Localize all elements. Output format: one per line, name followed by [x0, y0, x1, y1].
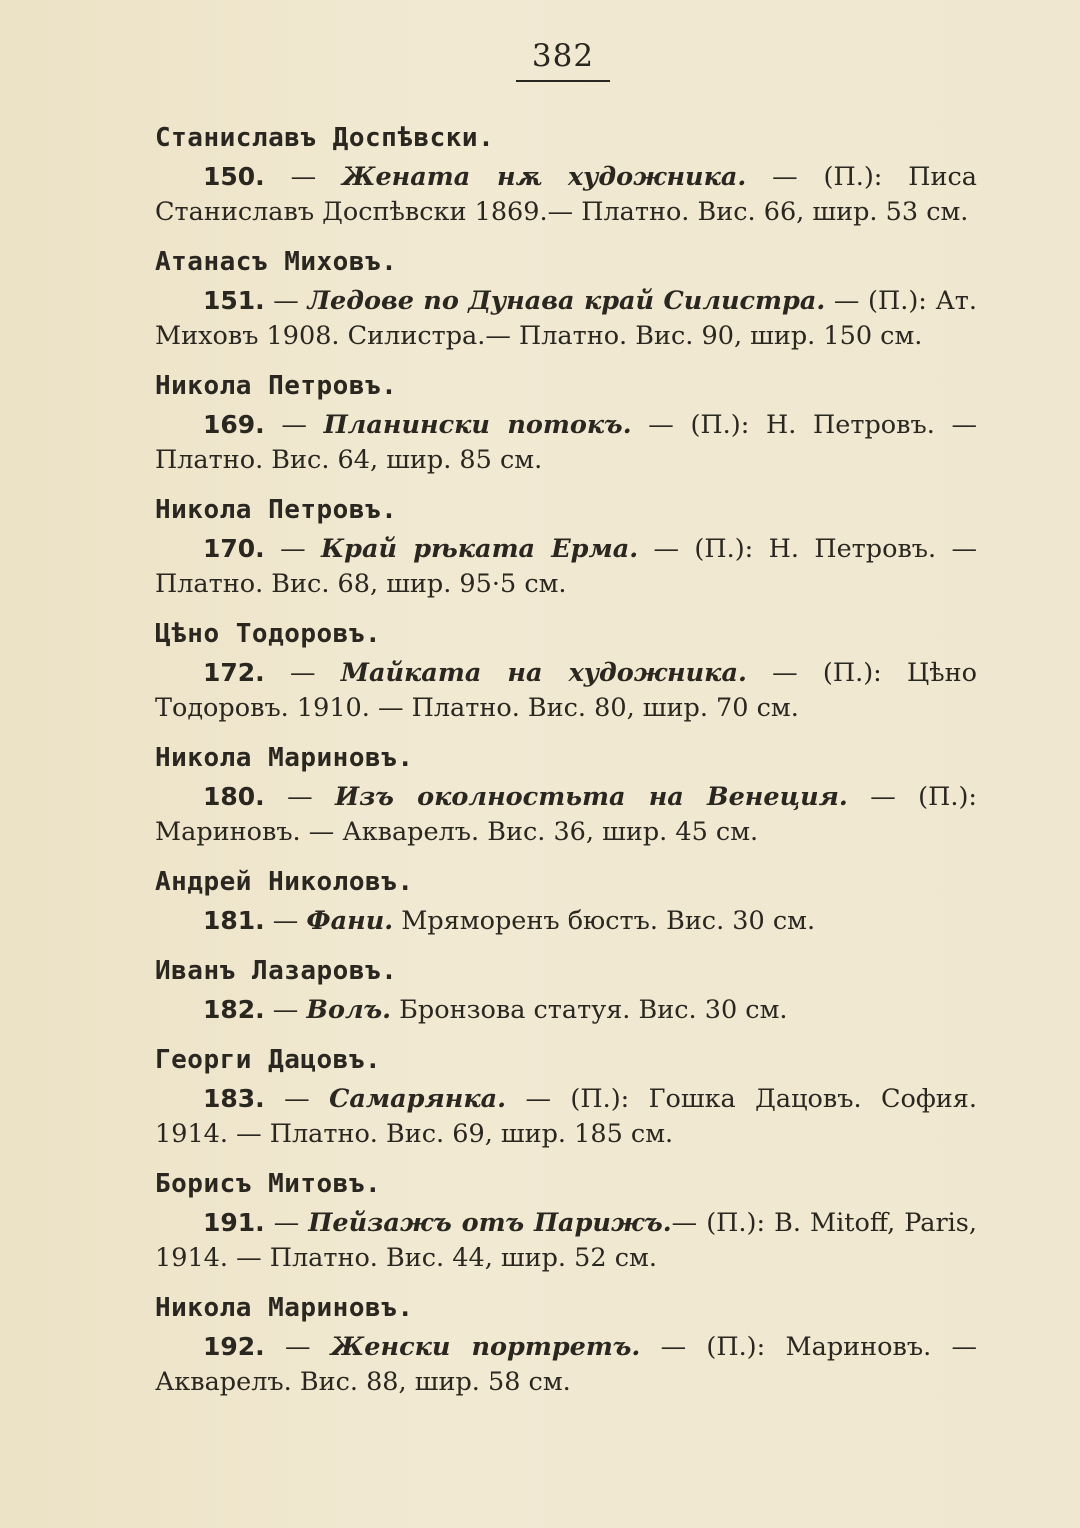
artwork-description: 183. — Самарянка. — (П.): Гошка Дацовъ. София. 1914. — Платно. Вис. 69, шир. 185 см. — [155, 1084, 977, 1149]
artwork-details: (П.): Мариновъ. — Акварелъ. Вис. 88, шир. 58 см. — [155, 1332, 977, 1397]
catalog-number: 169. — [203, 410, 265, 439]
artwork-title: Самарянка. — [329, 1084, 507, 1114]
artwork-description: 170. — Край рѣката Ерма. — (П.): Н. Петровъ. — Платно. Вис. 68, шир. 95·5 см. — [155, 534, 978, 599]
artist-name: Никола Мариновъ. — [155, 1293, 414, 1323]
catalog-number: 151. — [203, 286, 265, 315]
catalog-number: 181. — [203, 906, 265, 935]
catalog-number: 191. — [203, 1208, 265, 1237]
catalog-entry — [155, 951, 977, 1028]
artist-name: Никола Мариновъ. — [155, 743, 414, 773]
artwork-description: 151. — Ледове по Дунава край Силистра. — (П.): Ат. Миховъ 1908. Силистра.— Платно. Вис. 90, шир. 150 см. — [155, 286, 978, 351]
artwork-description: 150. — Жената нѫ художника. — (П.): Писа Станиславъ Доспѣвски 1869.— Платно. Вис. 66, шир. 53 см. — [155, 162, 977, 227]
artwork-title: Изъ околностьта на Венеция. — [335, 782, 848, 812]
artwork-details: (П.): Ат. Миховъ 1908. Силистра.— Платно. Вис. 90, шир. 150 см. — [155, 286, 978, 351]
artist-name: Георги Дацовъ. — [155, 1045, 382, 1075]
artwork-details: Мряморенъ бюстъ. Вис. 30 см. — [401, 906, 816, 936]
catalog-number: 182. — [203, 995, 265, 1024]
catalog-number: 170. — [203, 534, 265, 563]
artwork-title: Волъ. — [306, 995, 392, 1025]
artwork-description: 182. — Волъ. Бронзова статуя. Вис. 30 см. — [203, 995, 788, 1025]
catalog-entry — [155, 862, 977, 939]
artwork-details: (П.): Цѣно Тодоровъ. 1910. — Платно. Вис. 80, шир. 70 см. — [155, 658, 978, 723]
page-number: 382 — [0, 38, 1080, 82]
catalog-entry — [155, 242, 977, 354]
catalog-entry — [155, 118, 977, 230]
artwork-details: (П.): Гошка Дацовъ. София. 1914. — Платно. Вис. 69, шир. 185 см. — [155, 1084, 977, 1149]
catalog-number: 192. — [203, 1332, 265, 1361]
artist-name: Андрей Николовъ. — [155, 867, 414, 897]
catalog-entry — [155, 366, 977, 478]
artist-name: Цѣно Тодоровъ. — [155, 619, 382, 649]
artwork-title: Женски портретъ. — [330, 1332, 641, 1362]
artist-name: Иванъ Лазаровъ. — [155, 956, 398, 986]
artwork-details: (П.): Мариновъ. — Акварелъ. Вис. 36, шир. 45 см. — [155, 782, 978, 847]
artwork-description: 180. — Изъ околностьта на Венеция. — (П.): Мариновъ. — Акварелъ. Вис. 36, шир. 45 см. — [155, 782, 978, 847]
catalog-number: 150. — [203, 162, 265, 191]
artwork-title: Ледове по Дунава край Силистра. — [307, 286, 826, 316]
artwork-description: 172. — Майката на художника. — (П.): Цѣно Тодоровъ. 1910. — Платно. Вис. 80, шир. 70 см. — [155, 658, 978, 723]
artist-name: Атанасъ Миховъ. — [155, 247, 398, 277]
artwork-title: Майката на художника. — [340, 658, 747, 688]
catalog-entry — [155, 614, 977, 726]
artwork-title: Фани. — [306, 906, 394, 936]
artwork-description: 169. — Планински потокъ. — (П.): Н. Петровъ. — Платно. Вис. 64, шир. 85 см. — [155, 410, 978, 475]
artwork-title: Жената нѫ художника. — [341, 162, 747, 192]
artist-name: Станиславъ Доспѣвски. — [155, 123, 495, 153]
catalog-entry — [155, 490, 977, 602]
artwork-title: Пейзажъ отъ Парижъ. — [308, 1208, 672, 1238]
artwork-details: (П.): Н. Петровъ. — Платно. Вис. 64, шир. 85 см. — [155, 410, 978, 475]
catalog-entry — [155, 1040, 977, 1152]
artwork-details: (П.): B. Mitoff, Paris, 1914. — Платно. Вис. 44, шир. 52 см. — [155, 1208, 977, 1273]
catalog-entry — [155, 1288, 977, 1400]
artwork-details: (П.): Н. Петровъ. — Платно. Вис. 68, шир. 95·5 см. — [155, 534, 978, 599]
artwork-description: 192. — Женски портретъ. — (П.): Мариновъ. — Акварелъ. Вис. 88, шир. 58 см. — [155, 1332, 977, 1397]
artist-name: Никола Петровъ. — [155, 495, 398, 525]
catalog-entry — [155, 1164, 977, 1276]
artwork-title: Планински потокъ. — [323, 410, 632, 440]
catalog-number: 172. — [203, 658, 265, 687]
catalog-number: 183. — [203, 1084, 265, 1113]
artist-name: Никола Петровъ. — [155, 371, 398, 401]
catalog-number: 180. — [203, 782, 265, 811]
catalog-list — [155, 118, 977, 1412]
artist-name: Борисъ Митовъ. — [155, 1169, 382, 1199]
artwork-description: 191. — Пейзажъ отъ Парижъ.— (П.): B. Mitoff, Paris, 1914. — Платно. Вис. 44, шир. 52 см. — [155, 1208, 977, 1273]
artwork-details: (П.): Писа Станиславъ Доспѣвски 1869.— Платно. Вис. 66, шир. 53 см. — [155, 162, 977, 227]
catalog-entry — [155, 738, 977, 850]
artwork-details: Бронзова статуя. Вис. 30 см. — [399, 995, 788, 1025]
artwork-title: Край рѣката Ерма. — [320, 534, 639, 564]
artwork-description: 181. — Фани. Мряморенъ бюстъ. Вис. 30 см. — [203, 906, 816, 936]
